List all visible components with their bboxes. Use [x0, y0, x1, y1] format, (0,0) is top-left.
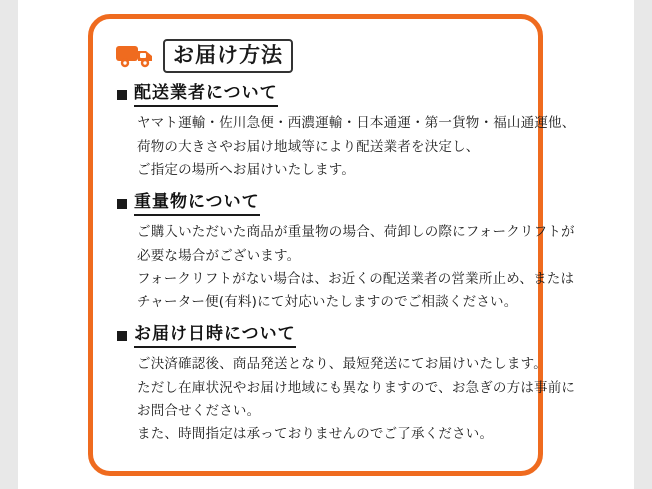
body-line: ヤマト運輸・佐川急便・西濃運輸・日本通運・第一貨物・福山通運他、	[137, 115, 576, 132]
card-title-row	[115, 39, 520, 73]
right-margin-band	[634, 0, 652, 489]
section-carrier-body	[137, 112, 576, 182]
body-line: また、時間指定は承っておりませんのでご了承ください。	[137, 426, 494, 443]
delivery-info-card	[88, 14, 576, 476]
body-line: お問合せください。	[137, 402, 261, 419]
body-line: チャーター便(有料)にて対応いたしますのでご相談ください。	[137, 294, 518, 310]
square-bullet-icon	[117, 331, 127, 341]
delivery-truck-icon	[115, 41, 155, 71]
section-delivery-datetime-body	[137, 353, 576, 446]
body-line: ただし在庫状況やお届け地域にも異なりますので、お急ぎの方は事前に	[137, 379, 576, 396]
body-line: ご指定の場所へお届けいたします。	[137, 161, 356, 178]
body-line: ご決済確認後、商品発送となり、最短発送にてお届けいたします。	[137, 356, 547, 373]
page-title: お届け方法	[163, 39, 293, 73]
section-carrier	[111, 83, 576, 182]
section-heavy-items-title: 重量物について	[134, 192, 260, 216]
section-delivery-datetime-title: お届け日時について	[134, 324, 296, 348]
body-line: 必要な場合がございます。	[137, 247, 301, 264]
body-line: 荷物の大きさやお届け地域等により配送業者を決定し、	[137, 138, 480, 155]
body-line: フォークリフトがない場合は、お近くの配送業者の営業所止め、または	[137, 270, 575, 287]
square-bullet-icon	[117, 90, 127, 100]
section-carrier-head	[117, 83, 520, 107]
section-heavy-items-body	[137, 221, 575, 314]
section-delivery-datetime-head	[117, 324, 520, 348]
section-carrier-title: 配送業者について	[134, 83, 278, 107]
section-delivery-datetime	[111, 324, 576, 446]
left-margin-band	[0, 0, 18, 489]
section-heavy-items	[111, 192, 575, 314]
section-heavy-items-head	[117, 192, 520, 216]
body-line: ご購入いただいた商品が重量物の場合、荷卸しの際にフォークリフトが	[137, 224, 575, 241]
square-bullet-icon	[117, 199, 127, 209]
